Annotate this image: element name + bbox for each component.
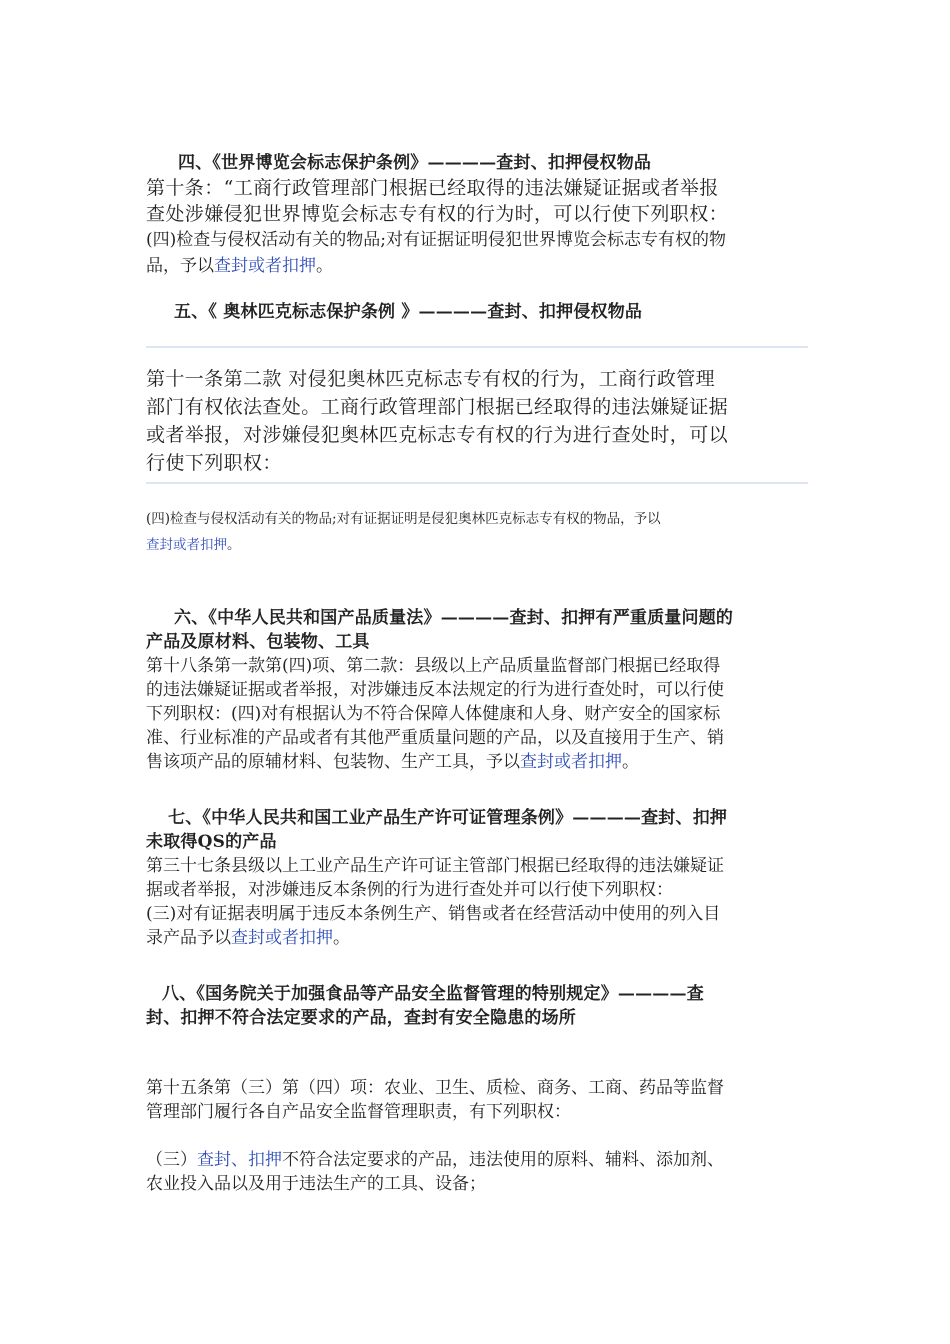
section-8-line-2: 管理部门履行各自产品安全监督管理职责，有下列职权：: [146, 1102, 571, 1122]
section-6: [146, 606, 808, 774]
section-6-line-3: 下列职权：(四)对有根据认为不符合保障人体健康和人身、财产安全的国家标: [146, 704, 721, 724]
divider-top: [146, 346, 808, 348]
section-7-line-1: 第三十七条县级以上工业产品生产许可证主管部门根据已经取得的违法嫌疑证: [146, 856, 724, 876]
section-8-line-3: [146, 1148, 808, 1172]
section-7-line-4-end: 。: [333, 928, 350, 948]
section-6-line-5-end: 。: [622, 752, 639, 772]
section-7-line-4: [146, 926, 808, 950]
section-5: [146, 300, 808, 324]
section-6-heading-2: 产品及原材料、包装物、工具: [146, 632, 370, 652]
section-4-line-4: [146, 253, 808, 279]
section-4-line-1: 第十条：“工商行政管理部门根据已经取得的违法嫌疑证据或者举报: [146, 177, 719, 199]
section-6-line-4: 准、行业标准的产品或者有其他严重质量问题的产品，以及直接用于生产、销: [146, 728, 724, 748]
section-5-line-3: 或者举报，对涉嫌侵犯奥林匹克标志专有权的行为进行查处时，可以: [146, 424, 729, 446]
section-4: [146, 151, 808, 279]
section-5-line-4: 行使下列职权：: [146, 452, 282, 474]
section-4-heading: 四、《世界博览会标志保护条例》————查封、扣押侵权物品: [178, 153, 652, 173]
section-8-heading-2: 封、扣押不符合法定要求的产品，查封有安全隐患的场所: [146, 1008, 576, 1028]
section-6-seal-link[interactable]: 查封或者扣押: [520, 752, 622, 772]
section-8-clause: [146, 1148, 808, 1196]
section-5-line-5: (四)检查与侵权活动有关的物品;对有证据证明是侵犯奥林匹克标志专有权的物品，予以: [146, 511, 661, 527]
section-7-seal-link[interactable]: 查封或者扣押: [231, 928, 333, 948]
section-6-line-5-text: 售该项产品的原辅材料、包装物、生产工具，予以: [146, 752, 520, 772]
section-8-seal-link[interactable]: 查封、扣押: [197, 1150, 282, 1170]
section-4-line-4-end: 。: [316, 256, 333, 276]
section-5-line-1: 第十一条第二款 对侵犯奥林匹克标志专有权的行为，工商行政管理: [146, 368, 716, 390]
section-5-line-2: 部门有权依法查处。工商行政管理部门根据已经取得的违法嫌疑证据: [146, 396, 729, 418]
section-4-seal-link[interactable]: 查封或者扣押: [214, 256, 316, 276]
section-4-line-3: (四)检查与侵权活动有关的物品;对有证据证明侵犯世界博览会标志专有权的物: [146, 230, 726, 250]
section-4-line-2: 查处涉嫌侵犯世界博览会标志专有权的行为时，可以行使下列职权：: [146, 203, 729, 225]
section-8-body: [146, 1076, 808, 1124]
section-5-clause: [146, 506, 808, 558]
section-8-heading-1: 八、《国务院关于加强食品等产品安全监督管理的特别规定》————查: [162, 984, 704, 1004]
section-5-seal-link[interactable]: 查封或者扣押: [146, 537, 227, 553]
section-5-line-6-end: 。: [227, 537, 241, 553]
section-6-line-2: 的违法嫌疑证据或者举报，对涉嫌违反本法规定的行为进行查处时，可以行使: [146, 680, 724, 700]
section-8-line-1: 第十五条第（三）第（四）项：农业、卫生、质检、商务、工商、药品等监督: [146, 1078, 724, 1098]
section-8-line-4: 农业投入品以及用于违法生产的工具、设备；: [146, 1174, 486, 1194]
section-7-line-3: (三)对有证据表明属于违反本条例生产、销售或者在经营活动中使用的列入目: [146, 904, 721, 924]
section-7: [146, 806, 808, 950]
section-6-line-5: [146, 750, 808, 774]
section-6-heading-1: 六、《中华人民共和国产品质量法》————查封、扣押有严重质量问题的: [174, 608, 734, 628]
divider-bottom: [146, 482, 808, 484]
section-4-line-4-text: 品，予以: [146, 256, 214, 276]
section-8-line-3-text: 不符合法定要求的产品，违法使用的原料、辅料、添加剂、: [282, 1150, 724, 1170]
section-7-line-2: 据或者举报，对涉嫌违反本条例的行为进行查处并可以行使下列职权：: [146, 880, 673, 900]
section-5-line-6: [146, 532, 808, 558]
section-6-line-1: 第十八条第一款第(四)项、第二款：县级以上产品质量监督部门根据已经取得: [146, 656, 721, 676]
section-8: [146, 982, 808, 1030]
section-7-heading-1: 七、《中华人民共和国工业产品生产许可证管理条例》————查封、扣押: [168, 808, 728, 828]
section-5-body: [146, 365, 808, 477]
section-8-line-3-prefix: （三）: [146, 1150, 197, 1170]
section-5-heading: 五、《 奥林匹克标志保护条例 》————查封、扣押侵权物品: [174, 302, 643, 322]
section-7-heading-2: 未取得QS的产品: [146, 832, 277, 852]
section-7-line-4-text: 录产品予以: [146, 928, 231, 948]
